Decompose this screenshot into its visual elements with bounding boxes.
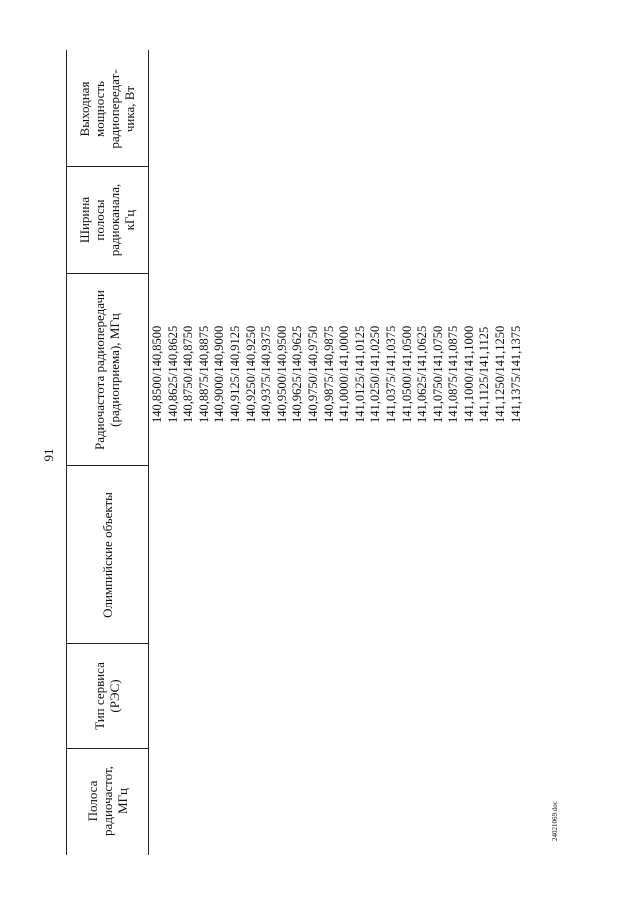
frequency-row: 141,0125/141,0125	[352, 325, 367, 423]
header-cell: Олимпийские объекты	[99, 492, 115, 618]
frequency-row: 141,0375/141,0375	[383, 325, 398, 423]
frequency-row: 140,9375/140,9375	[259, 325, 274, 423]
frequency-row: 140,8750/140,8750	[181, 325, 196, 423]
column-divider	[66, 748, 148, 749]
header-cell: Ширина полосы радиоканала, кГц	[77, 183, 137, 257]
frequency-row: 141,0625/141,0625	[415, 325, 430, 423]
frequency-table	[66, 50, 564, 855]
frequency-row: 140,9000/140,9000	[212, 325, 227, 423]
frequency-row: 141,1375/141,1375	[508, 325, 523, 423]
table-top-border	[66, 50, 67, 855]
frequency-row: 141,0250/141,0250	[368, 325, 383, 423]
header-cell: Радиочастота радиопередачи (радиоприема), МГц	[92, 289, 122, 451]
header-cell: Полоса радиочастот, МГц	[84, 766, 130, 836]
header-bottom-border	[148, 50, 149, 855]
rotated-page	[41, 50, 564, 855]
frequency-row: 141,0875/141,0875	[446, 325, 461, 423]
frequency-list	[150, 326, 524, 423]
column-divider	[66, 465, 148, 466]
frequency-row: 141,0500/141,0500	[399, 325, 414, 423]
page-number: 91	[41, 448, 56, 462]
frequency-row: 140,9625/140,9625	[290, 325, 305, 423]
document-filename: 24021069.doc	[551, 801, 559, 841]
frequency-row: 140,8875/140,8875	[196, 325, 211, 423]
frequency-row: 140,9125/140,9125	[227, 325, 242, 423]
header-cell: Тип сервиса (РЭС)	[92, 662, 122, 730]
frequency-row: 141,0000/141,0000	[337, 325, 352, 423]
frequency-row: 140,9875/140,9875	[321, 325, 336, 423]
frequency-row: 141,1125/141,1125	[477, 326, 492, 423]
frequency-row: 141,1250/141,1250	[493, 325, 508, 423]
frequency-row: 141,0750/141,0750	[430, 325, 445, 423]
frequency-row: 140,9250/140,9250	[243, 325, 258, 423]
column-divider	[66, 643, 148, 644]
frequency-row: 140,9500/140,9500	[274, 325, 289, 423]
column-divider	[66, 166, 148, 167]
frequency-row: 140,8500/140,8500	[150, 325, 164, 423]
frequency-row: 140,8625/140,8625	[165, 325, 180, 423]
header-cell: Выходная мощность радиопередат-чика, Вт	[77, 69, 137, 149]
frequency-row: 141,1000/141,1000	[461, 325, 476, 423]
column-divider	[66, 273, 148, 274]
frequency-row: 140,9750/140,9750	[305, 325, 320, 423]
